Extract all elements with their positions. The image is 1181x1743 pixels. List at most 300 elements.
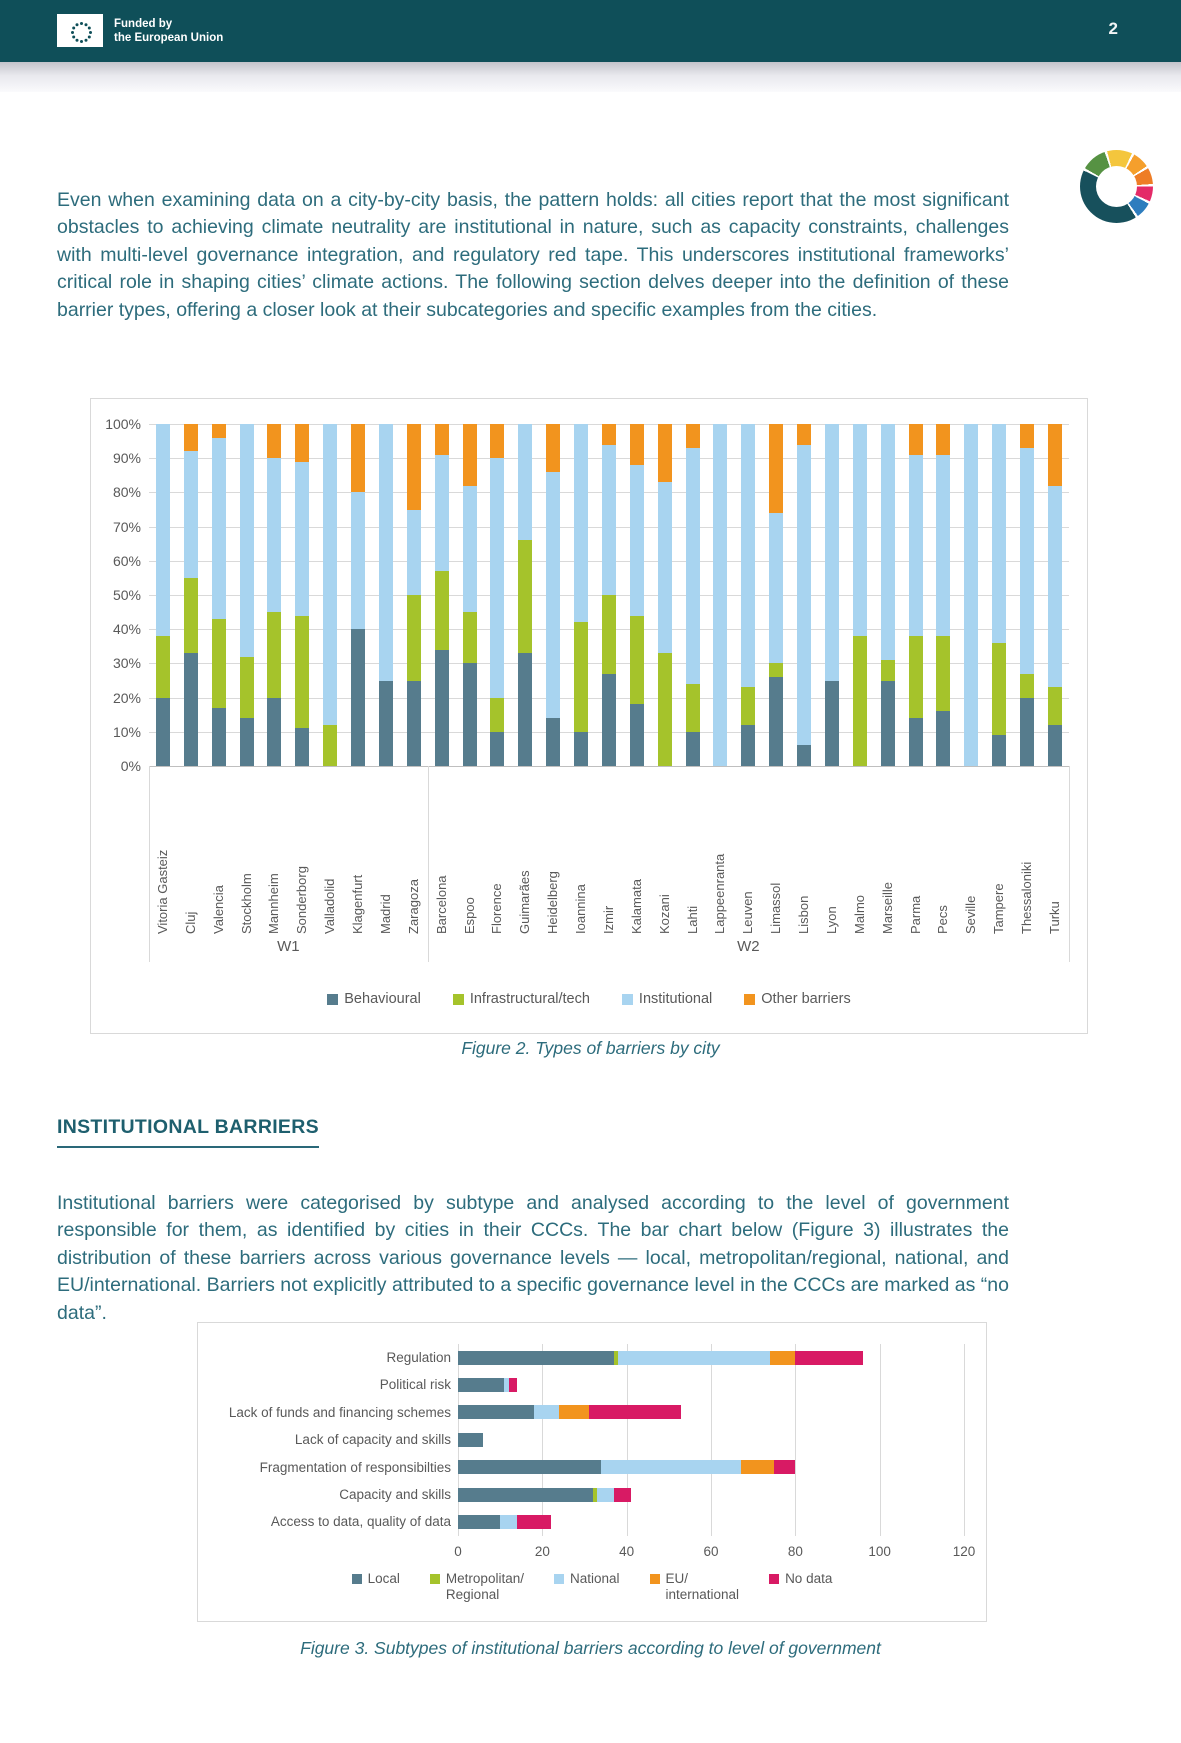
hbar-row bbox=[458, 1378, 517, 1392]
bar-column bbox=[762, 424, 790, 766]
hbar-segment bbox=[509, 1378, 517, 1392]
bar-stack bbox=[435, 424, 449, 766]
bar-stack bbox=[964, 424, 978, 766]
bar-stack bbox=[853, 424, 867, 766]
city-label-cell bbox=[957, 766, 985, 934]
legend-label-line1: No data bbox=[785, 1571, 833, 1586]
city-label: Florence bbox=[489, 883, 505, 934]
city-label-cell bbox=[400, 766, 428, 934]
legend-item bbox=[352, 1571, 400, 1587]
bar-segment bbox=[323, 424, 337, 725]
bar-stack bbox=[769, 424, 783, 766]
group-separator bbox=[149, 766, 150, 962]
legend-item bbox=[430, 1571, 524, 1603]
bar-column bbox=[874, 424, 902, 766]
bar-segment bbox=[658, 424, 672, 482]
city-label: Cluj bbox=[182, 911, 198, 934]
hbar-segment bbox=[458, 1460, 601, 1474]
bar-column bbox=[930, 424, 958, 766]
city-label: Thessaloniki bbox=[1019, 861, 1035, 934]
legend-label: Infrastructural/tech bbox=[469, 991, 590, 1007]
bar-segment bbox=[435, 455, 449, 571]
city-label-cell bbox=[177, 766, 205, 934]
intro-paragraph: Even when examining data on a city-by-city basis, the pattern holds: all cities report that the most significant obstacles to achieving climate neutrality are institutional in nature, such as capacity constraints, challenges with multi-level governance integration, and regulatory red tape. This underscores institutional frameworks’ critical role in shaping cities’ climate actions. The following section delves deeper into the definition of these barrier types, offering a closer look at their subcategories and specific examples from the cities. bbox=[57, 188, 1009, 321]
hbar-row bbox=[458, 1488, 631, 1502]
hbar-segment bbox=[774, 1460, 795, 1474]
y-tick-label: 10% bbox=[112, 723, 141, 740]
legend-swatch bbox=[744, 994, 755, 1005]
bar-segment bbox=[295, 728, 309, 766]
bar-segment bbox=[741, 687, 755, 725]
y-tick-label: 90% bbox=[112, 450, 141, 467]
bar-segment bbox=[713, 424, 727, 766]
bar-column bbox=[679, 424, 707, 766]
city-label-cell bbox=[985, 766, 1013, 934]
bar-segment bbox=[212, 424, 226, 438]
city-label-cell bbox=[456, 766, 484, 934]
bar-segment bbox=[351, 492, 365, 629]
y-tick-label: 20% bbox=[112, 689, 141, 706]
hbar-segment bbox=[618, 1351, 770, 1365]
bar-segment bbox=[630, 616, 644, 705]
bar-stack bbox=[909, 424, 923, 766]
bar-stack bbox=[1020, 424, 1034, 766]
city-label-cell bbox=[707, 766, 735, 934]
bar-segment bbox=[1020, 448, 1034, 674]
bar-segment bbox=[602, 445, 616, 595]
bar-column bbox=[985, 424, 1013, 766]
bar-segment bbox=[295, 616, 309, 729]
figure2-legend bbox=[91, 991, 1087, 1007]
bar-row-label: Fragmentation of responsibilties bbox=[259, 1459, 451, 1475]
bar-stack bbox=[992, 424, 1006, 766]
bar-segment bbox=[407, 595, 421, 681]
bar-segment bbox=[407, 681, 421, 767]
bar-segment bbox=[463, 663, 477, 766]
bar-segment bbox=[741, 424, 755, 687]
bar-segment bbox=[1020, 698, 1034, 766]
bar-segment bbox=[602, 674, 616, 766]
bar-segment bbox=[435, 650, 449, 766]
city-label: Barcelona bbox=[433, 875, 449, 934]
bar-segment bbox=[936, 424, 950, 455]
gridline bbox=[542, 1344, 543, 1536]
bar-column bbox=[372, 424, 400, 766]
bar-segment bbox=[323, 725, 337, 766]
bar-segment bbox=[435, 571, 449, 650]
bar-segment bbox=[797, 445, 811, 746]
city-label-cell bbox=[316, 766, 344, 934]
bar-segment bbox=[630, 424, 644, 465]
bar-column bbox=[734, 424, 762, 766]
bar-segment bbox=[351, 629, 365, 766]
city-label: Kozani bbox=[656, 894, 672, 934]
bar-segment bbox=[407, 510, 421, 596]
legend-label-line1: Local bbox=[367, 1571, 400, 1586]
bar-stack bbox=[881, 424, 895, 766]
legend-label-line1: Metropolitan/ bbox=[445, 1571, 524, 1586]
bar-stack bbox=[574, 424, 588, 766]
figure2-chart bbox=[90, 398, 1088, 1034]
legend-swatch bbox=[769, 1574, 779, 1584]
bar-stack bbox=[267, 424, 281, 766]
bar-segment bbox=[379, 424, 393, 681]
bar-segment bbox=[686, 684, 700, 732]
y-tick-label: 0% bbox=[120, 758, 141, 774]
figure3-legend bbox=[198, 1571, 986, 1603]
legend-label bbox=[785, 1571, 832, 1587]
city-label-cell bbox=[205, 766, 233, 934]
bar-segment bbox=[1048, 687, 1062, 725]
hbar-segment bbox=[517, 1515, 551, 1529]
bar-stack bbox=[936, 424, 950, 766]
bar-segment bbox=[546, 424, 560, 472]
header-shadow-band bbox=[0, 62, 1181, 92]
bar-segment bbox=[797, 424, 811, 445]
bar-segment bbox=[184, 424, 198, 451]
city-label-cell bbox=[344, 766, 372, 934]
legend-item bbox=[327, 991, 421, 1007]
city-label: Klagenfurt bbox=[350, 874, 366, 934]
bar-column bbox=[651, 424, 679, 766]
page-number: 2 bbox=[1108, 19, 1118, 38]
bar-stack bbox=[741, 424, 755, 766]
hbar-segment bbox=[458, 1515, 500, 1529]
bar-segment bbox=[797, 745, 811, 766]
bar-segment bbox=[630, 465, 644, 615]
eu-funding-text bbox=[114, 17, 223, 45]
legend-swatch bbox=[622, 994, 633, 1005]
bar-segment bbox=[267, 612, 281, 698]
city-label: Zaragoza bbox=[405, 879, 421, 934]
bar-stack bbox=[463, 424, 477, 766]
bar-segment bbox=[212, 438, 226, 619]
gridline bbox=[795, 1344, 796, 1536]
bar-column bbox=[957, 424, 985, 766]
bar-column bbox=[456, 424, 484, 766]
bar-segment bbox=[156, 424, 170, 636]
city-label-cell bbox=[233, 766, 261, 934]
bar-stack bbox=[713, 424, 727, 766]
bar-segment bbox=[769, 513, 783, 663]
legend-swatch bbox=[327, 994, 338, 1005]
legend-item bbox=[744, 991, 850, 1007]
bar-segment bbox=[769, 663, 783, 677]
city-label: Marseille bbox=[879, 881, 895, 934]
legend-item bbox=[769, 1571, 832, 1587]
bar-segment bbox=[463, 612, 477, 663]
bar-segment bbox=[769, 677, 783, 766]
bar-segment bbox=[1048, 486, 1062, 688]
gridline bbox=[627, 1344, 628, 1536]
city-labels-row bbox=[149, 766, 1069, 934]
bar-column bbox=[539, 424, 567, 766]
legend-label-line1: EU/ bbox=[665, 1571, 689, 1586]
bar-segment bbox=[212, 619, 226, 708]
bar-column bbox=[400, 424, 428, 766]
bar-stack bbox=[686, 424, 700, 766]
legend-swatch bbox=[352, 1574, 362, 1584]
city-label: Malmo bbox=[851, 894, 867, 934]
city-label-cell bbox=[261, 766, 289, 934]
bar-segment bbox=[212, 708, 226, 766]
bar-segment bbox=[741, 725, 755, 766]
bar-column bbox=[1041, 424, 1069, 766]
bar-segment bbox=[574, 732, 588, 766]
legend-swatch bbox=[650, 1574, 660, 1584]
bar-segment bbox=[769, 424, 783, 513]
legend-label bbox=[570, 1571, 620, 1587]
bar-segment bbox=[630, 704, 644, 766]
city-label-cell bbox=[679, 766, 707, 934]
legend-swatch bbox=[430, 1574, 440, 1584]
legend-label bbox=[446, 1571, 524, 1603]
bar-segment bbox=[546, 472, 560, 718]
bar-segment bbox=[267, 698, 281, 766]
city-label-cell bbox=[539, 766, 567, 934]
bar-segment bbox=[490, 458, 504, 697]
bar-segment bbox=[909, 424, 923, 455]
city-label: Madrid bbox=[377, 894, 393, 934]
bar-segment bbox=[964, 424, 978, 766]
city-label-cell bbox=[1013, 766, 1041, 934]
city-label-cell bbox=[428, 766, 456, 934]
bar-column bbox=[484, 424, 512, 766]
city-label: Mannheim bbox=[266, 873, 282, 934]
bar-segment bbox=[407, 424, 421, 510]
bar-segment bbox=[686, 448, 700, 684]
bar-stack bbox=[825, 424, 839, 766]
city-label: Leuven bbox=[740, 891, 756, 934]
bar-column bbox=[818, 424, 846, 766]
bar-segment bbox=[602, 424, 616, 445]
bar-segment bbox=[435, 424, 449, 455]
hbar-segment bbox=[601, 1460, 740, 1474]
city-label: Lyon bbox=[823, 906, 839, 934]
bar-segment bbox=[992, 424, 1006, 643]
legend-label: Other barriers bbox=[761, 991, 851, 1007]
hbar-row bbox=[458, 1405, 681, 1419]
bar-segment bbox=[295, 462, 309, 616]
legend-item bbox=[650, 1571, 740, 1603]
y-tick-label: 30% bbox=[112, 655, 141, 672]
x-tick-label: 0 bbox=[454, 1544, 462, 1559]
city-label-cell bbox=[762, 766, 790, 934]
bar-segment bbox=[936, 455, 950, 636]
bar-stack bbox=[546, 424, 560, 766]
city-label-cell bbox=[930, 766, 958, 934]
bar-column bbox=[846, 424, 874, 766]
city-label: Ioannina bbox=[573, 884, 589, 934]
city-label: Heidelberg bbox=[545, 871, 561, 934]
bar-column bbox=[902, 424, 930, 766]
page-header-bar bbox=[0, 0, 1181, 62]
bar-segment bbox=[909, 455, 923, 636]
city-label-cell bbox=[288, 766, 316, 934]
city-label-cell bbox=[902, 766, 930, 934]
bar-segment bbox=[686, 732, 700, 766]
hbar-segment bbox=[458, 1433, 483, 1447]
y-tick-label: 50% bbox=[112, 587, 141, 603]
bar-row-label: Lack of capacity and skills bbox=[294, 1432, 451, 1448]
y-tick-label: 40% bbox=[112, 621, 141, 638]
legend-item bbox=[453, 991, 590, 1007]
bar-segment bbox=[490, 698, 504, 732]
hbar-segment bbox=[458, 1378, 504, 1392]
bar-row-label: Lack of funds and financing schemes bbox=[228, 1404, 451, 1420]
x-tick-label: 80 bbox=[787, 1544, 803, 1559]
x-tick-label: 100 bbox=[868, 1544, 891, 1559]
bar-segment bbox=[658, 653, 672, 766]
bar-segment bbox=[463, 486, 477, 613]
bar-column bbox=[177, 424, 205, 766]
legend-item bbox=[622, 991, 712, 1007]
bar-stack bbox=[1048, 424, 1062, 766]
bar-segment bbox=[463, 424, 477, 486]
city-label-cell bbox=[149, 766, 177, 934]
bars-row bbox=[149, 424, 1069, 766]
bar-stack bbox=[212, 424, 226, 766]
bar-stack bbox=[490, 424, 504, 766]
y-tick-label: 60% bbox=[112, 552, 141, 569]
y-tick-label: 80% bbox=[112, 484, 141, 501]
bar-segment bbox=[156, 698, 170, 766]
bar-row-label: Access to data, quality of data bbox=[270, 1514, 451, 1530]
gridline bbox=[880, 1344, 881, 1536]
bar-column bbox=[205, 424, 233, 766]
hbar-segment bbox=[500, 1515, 517, 1529]
bar-segment bbox=[909, 718, 923, 766]
city-label-cell bbox=[372, 766, 400, 934]
bar-segment bbox=[518, 653, 532, 766]
legend-swatch bbox=[453, 994, 464, 1005]
city-label: Limassol bbox=[768, 882, 784, 934]
bar-segment bbox=[853, 636, 867, 766]
hbar-segment bbox=[795, 1351, 862, 1365]
bar-segment bbox=[240, 657, 254, 719]
bar-segment bbox=[853, 424, 867, 636]
bar-segment bbox=[184, 451, 198, 578]
bar-segment bbox=[518, 424, 532, 540]
bar-stack bbox=[240, 424, 254, 766]
legend-label: Behavioural bbox=[344, 991, 421, 1007]
funded-by-line1: Funded by bbox=[114, 17, 173, 30]
figure3-chart bbox=[197, 1322, 987, 1622]
legend-label-line2: international bbox=[665, 1587, 740, 1602]
bar-segment bbox=[351, 424, 365, 492]
bar-stack bbox=[184, 424, 198, 766]
city-label: Vitoria Gasteiz bbox=[154, 849, 170, 934]
city-label: Lisbon bbox=[796, 895, 812, 934]
hbar-segment bbox=[614, 1488, 631, 1502]
bar-column bbox=[344, 424, 372, 766]
city-label-cell bbox=[623, 766, 651, 934]
bar-stack bbox=[379, 424, 393, 766]
y-tick-label: 100% bbox=[105, 416, 141, 432]
section-heading: INSTITUTIONAL BARRIERS bbox=[57, 1116, 319, 1148]
x-tick-label: 40 bbox=[619, 1544, 635, 1559]
city-label: Lahti bbox=[684, 905, 700, 934]
bar-stack bbox=[658, 424, 672, 766]
bar-segment bbox=[881, 681, 895, 767]
eu-flag-icon bbox=[57, 14, 103, 47]
bar-segment bbox=[184, 653, 198, 766]
bar-column bbox=[623, 424, 651, 766]
city-label-cell bbox=[734, 766, 762, 934]
brand-ring-logo bbox=[1080, 150, 1153, 223]
legend-item bbox=[554, 1571, 620, 1587]
bar-segment bbox=[936, 711, 950, 766]
legend-label-line2: Regional bbox=[445, 1587, 500, 1602]
bar-segment bbox=[574, 424, 588, 622]
bar-segment bbox=[992, 643, 1006, 735]
legend-label: Institutional bbox=[638, 991, 713, 1007]
bar-segment bbox=[881, 424, 895, 660]
bar-segment bbox=[686, 424, 700, 448]
bar-stack bbox=[518, 424, 532, 766]
bar-segment bbox=[1020, 674, 1034, 698]
bar-column bbox=[261, 424, 289, 766]
city-label: Espoo bbox=[461, 897, 477, 934]
city-label: Guimarães bbox=[517, 870, 533, 934]
bar-stack bbox=[295, 424, 309, 766]
hbar-segment bbox=[559, 1405, 589, 1419]
bar-segment bbox=[379, 681, 393, 767]
x-tick-label: 20 bbox=[534, 1544, 550, 1559]
bar-stack bbox=[602, 424, 616, 766]
bar-column bbox=[316, 424, 344, 766]
y-tick-label: 70% bbox=[112, 518, 141, 535]
bar-row-label: Capacity and skills bbox=[339, 1487, 451, 1502]
bar-segment bbox=[881, 660, 895, 681]
bar-segment bbox=[156, 636, 170, 698]
bar-stack bbox=[630, 424, 644, 766]
legend-swatch bbox=[554, 1574, 564, 1584]
legend-label bbox=[368, 1571, 400, 1587]
hbar-row bbox=[458, 1515, 551, 1529]
bar-row-label: Regulation bbox=[386, 1350, 451, 1365]
figure3-caption: Figure 3. Subtypes of institutional barriers according to level of government bbox=[300, 1638, 881, 1658]
bar-column bbox=[149, 424, 177, 766]
city-label-cell bbox=[790, 766, 818, 934]
hbar-row bbox=[458, 1433, 483, 1447]
hbar-segment bbox=[458, 1405, 534, 1419]
hbar-segment bbox=[534, 1405, 559, 1419]
hbar-segment bbox=[770, 1351, 795, 1365]
bar-column bbox=[790, 424, 818, 766]
bar-segment bbox=[992, 735, 1006, 766]
bar-segment bbox=[546, 718, 560, 766]
bar-segment bbox=[267, 424, 281, 458]
bar-segment bbox=[825, 681, 839, 767]
hbar-segment bbox=[741, 1460, 775, 1474]
bar-segment bbox=[1048, 725, 1062, 766]
legend-label bbox=[666, 1571, 740, 1603]
city-label-cell bbox=[567, 766, 595, 934]
eu-stars-icon bbox=[80, 31, 83, 34]
bar-column bbox=[288, 424, 316, 766]
city-label-cell bbox=[484, 766, 512, 934]
hbar-segment bbox=[589, 1405, 682, 1419]
bar-segment bbox=[574, 622, 588, 731]
bar-column bbox=[428, 424, 456, 766]
city-label: Parma bbox=[907, 895, 923, 934]
city-label: Seville bbox=[963, 895, 979, 934]
bar-column bbox=[1013, 424, 1041, 766]
bar-column bbox=[567, 424, 595, 766]
bar-segment bbox=[240, 424, 254, 657]
bar-segment bbox=[1048, 424, 1062, 486]
